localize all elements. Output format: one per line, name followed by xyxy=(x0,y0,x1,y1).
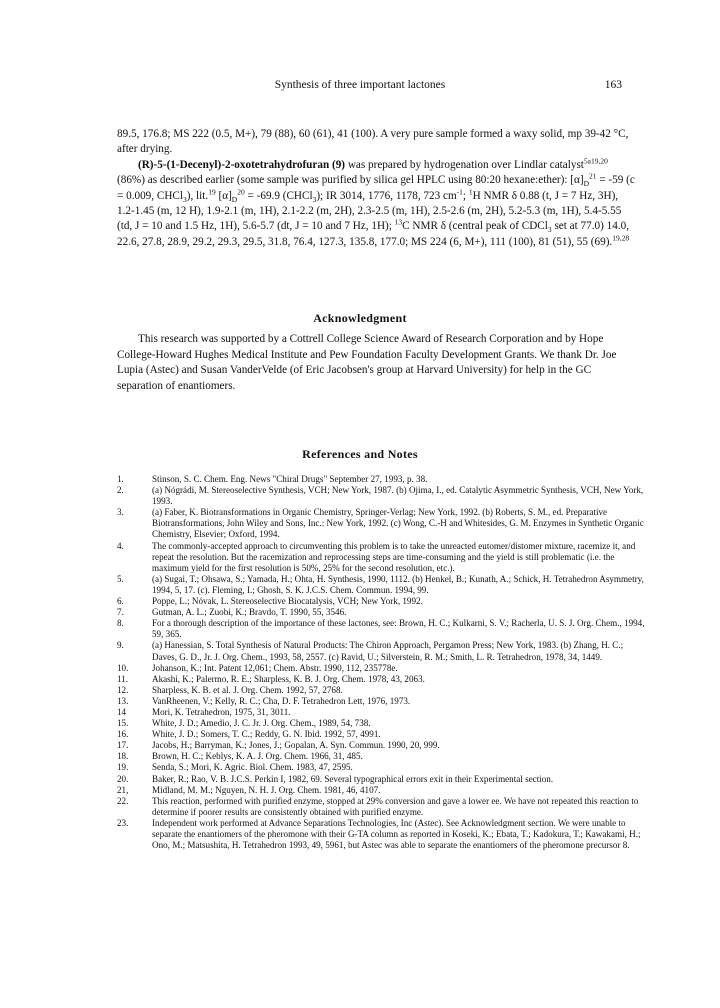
page-header xyxy=(0,79,720,95)
reference-item xyxy=(117,707,645,718)
reference-item xyxy=(117,718,645,729)
reference-item xyxy=(117,607,645,618)
reference-number: 19. xyxy=(117,762,129,773)
reference-number: 10. xyxy=(117,662,129,673)
reference-text: Poppe, L.; Nóvak, L. Stereoselective Biocatalysis, VCH; New York, 1992. xyxy=(152,596,423,607)
reference-item xyxy=(117,541,645,574)
reference-text: Sharpless, K. B. et al. J. Org. Chem. 1992, 57, 2768. xyxy=(152,684,343,695)
reference-number: 12. xyxy=(117,684,129,695)
reference-number: 2. xyxy=(117,485,124,496)
reference-number: 20. xyxy=(117,773,129,784)
body-text xyxy=(117,127,637,250)
reference-item xyxy=(117,796,645,818)
reference-text: (a) Faber, K. Biotransformations in Organic Chemistry, Springer-Verlag; New York, 1992. (b) Roberts, S. M., ed. Preparative Biotransformations, John Wiley and Sons, Inc.: New York, 1992. (c) Wong, C.-H and Whitesides, G. M. Enzymes in Synthetic Organic Chemistry, Elsevier; Oxford, 1994. xyxy=(152,507,644,540)
page-number: 163 xyxy=(604,79,622,91)
reference-number: 1. xyxy=(117,474,124,484)
compound-paragraph: (R)-5-(1-Decenyl)-2-oxotetrahydrofuran (9) was prepared by hydrogenation over Lindlar catalyst$^{5a19,20}$ (86%) as described earlier (some sample was purified by silica gel HPLC using 80:20 hexane:ether): $[\alpha]_D^{21} = -59$ (c = 0.009, CHCl$_3$), lit.$^{19}$ $[\alpha]_D^{20} = -69.9$ (CHCl$_3$); IR 3014, 1776, 1178, 723 $cm^{-1}$; $^1$H NMR δ 0.88 (t, J = 7 Hz, 3H), 1.2-1.45 (m, 12 H), 1.9-2.1 (m, 1H), 2.1-2.2 (m, 2H), 2.3-2.5 (m, 1H), 2.5-2.6 (m, 2H), 5.2-5.3 (m, 1H), 5.4-5.55 (td, J = 10 and 1.5 Hz, 1H), 5.6-5.7 (dt, J = 10 and 7 Hz, 1H); $^{13}$C NMR δ (central peak of CDCl$_3$ set at 77.0) 14.0, 22.6, 27.8, 28.9, 29.2, 29.3, 29.5, 31.8, 76.4, 127.3, 135.8, 177.0; MS 224 (6, M+), 111 (100), 81 (51), 55 (69).$^{19,28}$ xyxy=(117,156,635,248)
references-list xyxy=(117,474,645,851)
reference-number: 21, xyxy=(117,784,129,795)
reference-item xyxy=(117,618,645,640)
reference-item xyxy=(117,485,645,507)
reference-number: 14 xyxy=(117,706,127,717)
reference-text: Senda, S.; Mori, K. Agric. Biol. Chem. 1983, 47, 2595. xyxy=(152,762,353,773)
reference-item xyxy=(117,762,645,773)
reference-number: 13. xyxy=(117,695,129,706)
reference-text: VanRheenen, V.; Kelly, R. C.; Cha, D. F. Tetrahedron Lett, 1976, 1973. xyxy=(152,695,411,706)
reference-text: Brown, H. C.; Keblys, K. A. J. Org. Chem. 1966, 31, 485. xyxy=(152,751,363,762)
reference-text: Mori, K. Tetrahedron, 1975, 31, 3011. xyxy=(152,706,291,717)
reference-item xyxy=(117,640,645,662)
reference-number: 18. xyxy=(117,751,129,762)
reference-number: 22. xyxy=(117,795,129,806)
reference-text: White, J. D.; Somers, T. C.; Reddy, G. N. Ibid. 1992, 57, 4991. xyxy=(152,729,381,740)
reference-item xyxy=(117,574,645,596)
reference-number: 23. xyxy=(117,817,129,828)
reference-text: Gutman, A. L.; Zuobi, K.; Bravdo, T. 1990, 55, 3546. xyxy=(152,607,347,618)
reference-text: (a) Nógrádi, M. Stereoselective Synthesis, VCH; New York, 1987. (b) Ojima, I., ed. Catalytic Asymmetric Synthesis, VCH, New York, 1993. xyxy=(152,485,644,507)
reference-number: 5. xyxy=(117,573,124,584)
reference-number: 15. xyxy=(117,718,129,729)
reference-text: (a) Hanessian, S. Total Synthesis of Natural Products: The Chiron Approach, Pergamon Press; New York, 1983. (b) Zhang, H. C.; Daves, G. D., Jr. J. Org. Chem., 1993, 58, 2557. (c) Ravid, U.; Silverstein, R. M.; Smith, L. R. Tetrahedron, 1978, 34, 1449. xyxy=(152,640,624,662)
reference-item xyxy=(117,818,645,851)
reference-number: 7. xyxy=(117,607,124,618)
references-heading: References and Notes xyxy=(302,447,418,461)
reference-number: 3. xyxy=(117,507,124,518)
reference-text: Independent work performed at Advance Separations Technologies, Inc (Astec). See Acknowledgment section. We were unable to separate the enantiomers of the pheromone with their G-TA column as reported in Koseki, K.; Ebata, T.; Kadokura, T.; Kawakami, H.; Ono, M.; Matsushita, H. Tetrahedron 1993, 49, 5961, but Astec was able to separate the enantiomers of the pheromone precursor 8. xyxy=(152,817,641,851)
reference-item xyxy=(117,774,645,785)
reference-number: 4. xyxy=(117,540,124,551)
reference-number: 11. xyxy=(117,673,129,684)
reference-item xyxy=(117,696,645,707)
reference-item xyxy=(117,674,645,685)
reference-number: 8. xyxy=(117,618,124,629)
reference-text: This reaction, performed with purified enzyme, stopped at 29% conversion and gave a lower ee. We have not repeated this reaction to determine if poorer results are consistently obtained with purified enzyme. xyxy=(152,795,639,817)
paragraph: 89.5, 176.8; MS 222 (0.5, M+), 79 (88), 60 (61), 41 (100). A very pure sample formed a waxy solid, mp 39-42 °C, after drying. xyxy=(117,128,629,156)
reference-item xyxy=(117,474,645,485)
reference-item xyxy=(117,663,645,674)
reference-text: Stinson, S. C. Chem. Eng. News "Chiral Drugs" September 27, 1993, p. 38. xyxy=(152,474,428,484)
reference-text: For a thorough description of the importance of these lactones, see: Brown, H. C.; Kulkarni, S. V.; Racherla, U. S. J. Org. Chem., 1994, 59, 365. xyxy=(152,618,645,640)
reference-text: (a) Sugai, T.; Ohsawa, S.; Yamada, H.; Ohta, H. Synthesis, 1990, 1112. (b) Henkel, B.; Kunath, A.; Schick, H. Tetrahedron Asymmetry, 1994, 5, 17. (c). Fleming, I.; Ghosh, S. K. J.C.S. Chem. Commun. 1994, 99. xyxy=(152,573,644,595)
reference-text: Johanson, K.; Int. Patent 12,061; Chem. Abstr. 1990, 112, 235778e. xyxy=(152,662,398,673)
reference-item xyxy=(117,685,645,696)
reference-text: Baker, R.; Rao, V. B. J.C.S. Perkin I, 1982, 69. Several typographical errors exit in their Experimental section. xyxy=(152,773,554,784)
acknowledgment-heading: Acknowledgment xyxy=(313,311,407,325)
reference-text: Jacobs, H.; Barryman, K.; Jones, J.; Gopalan, A. Syn. Commun. 1990, 20, 999. xyxy=(152,740,440,751)
reference-number: 9. xyxy=(117,640,124,651)
running-title: Synthesis of three important lactones xyxy=(274,79,446,91)
reference-item xyxy=(117,785,645,796)
reference-text: White, J. D.; Amedio, J. C. Jr. J. Org. Chem., 1989, 54, 738. xyxy=(152,718,371,729)
reference-text: Midland, M. M.; Nguyen, N. H. J. Org. Chem. 1981, 46, 4107. xyxy=(152,784,381,795)
compound-name: (R)-5-(1-Decenyl)-2-oxotetrahydrofuran (9) xyxy=(138,158,346,171)
reference-text: The commonly-accepted approach to circumventing this problem is to take the unreacted eutomer/distomer mixture, racemize it, and repeat the resolution. But the racemization and reprocessing steps are time-consuming and the yield is still problematic (i.e. the maximum yield for the first resolution is 50%, 25% for the second resolution, etc.). xyxy=(152,540,636,573)
reference-item xyxy=(117,596,645,607)
reference-text: Akashi, K.; Palermo, R. E.; Sharpless, K. B. J. Org. Chem. 1978, 43, 2063. xyxy=(152,673,425,684)
acknowledgment-text: This research was supported by a Cottrell College Science Award of Research Corporation and by Hope College-Howard Hughes Medical Institute and Pew Foundation Faculty Development Grants. We thank Dr. Joe Lupia (Astec) and Susan VanderVelde (of Eric Jacobsen's group at Harvard University) for help in the GC separation of enantiomers. xyxy=(117,333,617,392)
reference-item xyxy=(117,740,645,751)
reference-item xyxy=(117,507,645,540)
reference-item xyxy=(117,729,645,740)
reference-item xyxy=(117,751,645,762)
acknowledgment-section xyxy=(117,332,637,394)
reference-number: 16. xyxy=(117,729,129,740)
reference-number: 6. xyxy=(117,596,124,607)
reference-number: 17. xyxy=(117,740,129,751)
